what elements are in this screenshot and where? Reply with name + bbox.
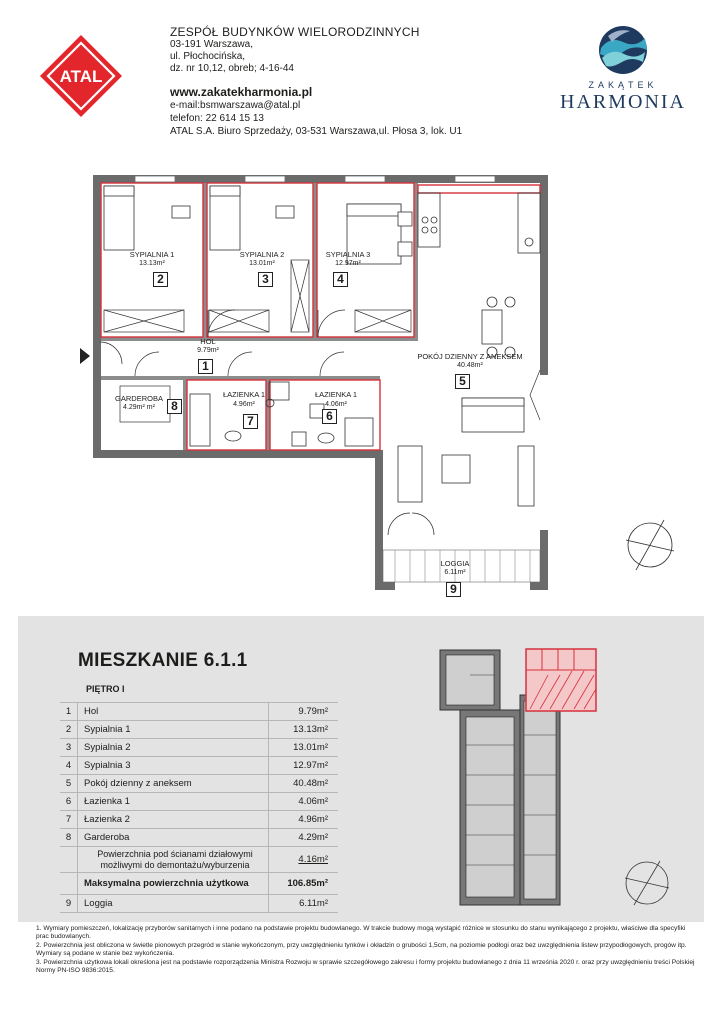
row-area: 4.06m² (268, 793, 328, 810)
floor-plan (0, 150, 723, 620)
office-address: ATAL S.A. Biuro Sprzedaży, 03-531 Warszawa,ul. Płosa 3, lok. U1 (170, 126, 463, 137)
table-row (60, 739, 338, 757)
row-number: 7 (60, 811, 78, 828)
table-row (60, 829, 338, 847)
row-number: 4 (60, 757, 78, 774)
row-number: 2 (60, 721, 78, 738)
room-label: LOGGIA (440, 559, 470, 568)
row-number: 5 (60, 775, 78, 792)
website-link[interactable]: www.zakatekharmonia.pl (170, 85, 313, 99)
partition-label: Powierzchnia pod ścianami działowymi możliwymi do demontażu/wyburzenia (97, 849, 253, 870)
row-name: Sypialnia 2 (84, 742, 131, 753)
table-row (60, 811, 338, 829)
row-name: Pokój dzienny z aneksem (84, 778, 192, 789)
room-label: SYPIALNIA 3 (325, 250, 371, 259)
max-area-row (60, 873, 338, 895)
row-area: 13.01m² (268, 739, 328, 756)
row-name: Łazienka 1 (84, 796, 130, 807)
room-area: 13.13m² (139, 260, 165, 267)
address-line: 03-191 Warszawa, (170, 39, 253, 50)
header-info (170, 26, 510, 138)
row-name: Hol (84, 706, 99, 717)
row-area: 12.97m² (268, 757, 328, 774)
logo-text: ATAL (59, 67, 103, 86)
row-number: 6 (60, 793, 78, 810)
footnote: 3. Powierzchnia użytkowa lokali określona jest na podstawie rozporządzenia Ministra Rozwoju w sprawie szczegółowego zakresu i formy projektu budowlanego z dnia 11 września 2020 r. oraz przy uwzględnieniu treści Polskiej Normy PN-ISO 9836:2015. (36, 958, 695, 975)
row-area: 40.48m² (268, 775, 328, 792)
brand-main: HARMONIA (560, 91, 686, 113)
row-area: 13.13m² (268, 721, 328, 738)
address-line: dz. nr 10,12, obreb; 4-16-44 (170, 63, 294, 74)
row-number: 8 (60, 829, 78, 846)
room-number: 3 (258, 272, 273, 287)
partition-area: 4.16m² (268, 847, 328, 872)
row-name: Garderoba (84, 832, 130, 843)
room-area: 13.01m² (249, 260, 275, 267)
room-number: 2 (153, 272, 168, 287)
table-row (60, 793, 338, 811)
floor-plan-drawing (0, 150, 723, 620)
room-area: 4.06m² (325, 401, 347, 408)
room-area: 4.96m² (233, 401, 255, 408)
room-label: ŁAZIENKA 1 (222, 390, 266, 399)
row-number-empty (60, 873, 78, 894)
row-area: 6.11m² (268, 895, 328, 912)
company-name: ZESPÓŁ BUDYNKÓW WIELORODZINNYCH (170, 25, 420, 39)
phone-text: telefon: 22 614 15 13 (170, 113, 264, 124)
atal-logo (38, 33, 124, 119)
room-label: POKÓJ DZIENNY Z ANEKSEM (417, 352, 523, 361)
row-name: Sypialnia 3 (84, 760, 131, 771)
brand-top: ZAKĄTEK (588, 80, 658, 90)
footnote: 1. Wymiary pomieszczeń, lokalizację przyborów sanitarnych i inne podano na podstawie projektu budowlanego. W trakcie budowy mogą wystąpić różnice w stosunku do stanu wynikającego z projektu, właściwe dla specyfiki prac budowlanych. (36, 925, 686, 941)
table-row (60, 895, 338, 913)
row-name: Łazienka 2 (84, 814, 130, 825)
room-area: 9.79m² (197, 347, 219, 354)
table-row (60, 703, 338, 721)
room-number: 5 (455, 374, 470, 389)
max-area-label: Maksymalna powierzchnia użytkowa (84, 878, 249, 889)
row-number: 1 (60, 703, 78, 720)
room-label: GARDEROBA (115, 394, 163, 403)
room-number: 6 (322, 409, 337, 424)
room-area: 6.11m² (444, 569, 466, 576)
room-number: 9 (446, 582, 461, 597)
email-text: e-mail:bsmwarszawa@atal.pl (170, 100, 301, 111)
table-row (60, 775, 338, 793)
room-label: HOL (200, 337, 216, 346)
compass-icon (622, 858, 672, 908)
row-number: 3 (60, 739, 78, 756)
room-label: ŁAZIENKA 1 (314, 390, 358, 399)
room-number: 1 (198, 359, 213, 374)
table-row (60, 721, 338, 739)
row-name: Loggia (84, 898, 113, 909)
row-number-empty (60, 847, 78, 872)
footnote: 2. Powierzchnia jest obliczona w świetle pionowych przegród w stanie wykończonym, przy uwzględnieniu tynków i okładzin o grubości 1,5cm, na poziomie podłogi oraz bez uwzględnienia listew przypodłogowych, progów itp. Wymiary są podane w stanie bez wykończenia. (36, 941, 687, 958)
row-area: 4.96m² (268, 811, 328, 828)
max-area-value: 106.85m² (268, 873, 328, 894)
floor-label: PIĘTRO I (86, 684, 125, 694)
row-area: 4.29m² (268, 829, 328, 846)
room-number: 8 (167, 399, 182, 414)
row-name: Sypialnia 1 (84, 724, 131, 735)
harmonia-emblem-icon (548, 22, 698, 78)
harmonia-logo (548, 22, 698, 118)
highlighted-apartment (526, 649, 596, 711)
address-line: ul. Płochocińska, (170, 51, 246, 62)
area-table (60, 702, 338, 913)
room-area: 12.97m² (335, 260, 361, 267)
row-number: 9 (60, 895, 78, 912)
room-label: SYPIALNIA 2 (239, 250, 285, 259)
key-plan (430, 645, 605, 910)
table-row (60, 757, 338, 775)
footnotes (36, 925, 696, 975)
room-label: SYPIALNIA 1 (129, 250, 175, 259)
apartment-title: MIESZKANIE 6.1.1 (78, 650, 248, 671)
room-area: 4.29m² m² (123, 404, 155, 411)
room-area: 40.48m² (457, 362, 483, 369)
partition-row (60, 847, 338, 873)
room-number: 7 (243, 414, 258, 429)
row-area: 9.79m² (268, 703, 328, 720)
room-number: 4 (333, 272, 348, 287)
